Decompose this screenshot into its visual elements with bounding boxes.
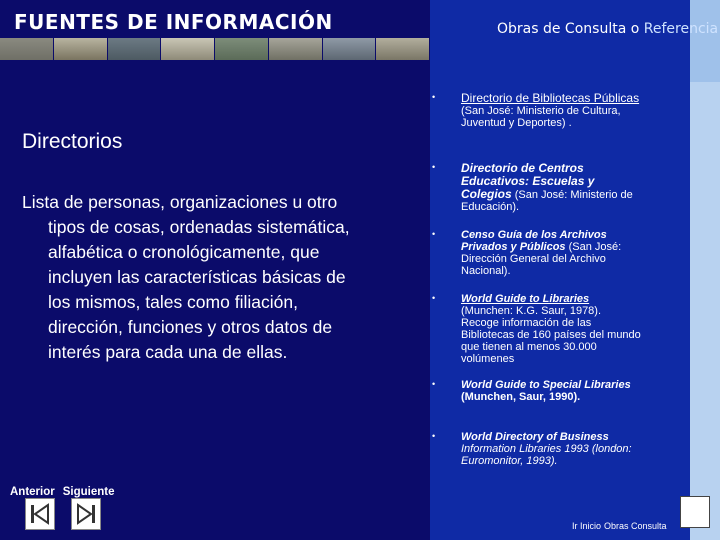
list-item-title: Directorio de Centros Educativos: Escuelas y Colegios bbox=[461, 161, 595, 201]
header-subtitle bbox=[497, 21, 718, 37]
list-item-title: Censo Guía de los Archivos Privados y Públicos bbox=[461, 229, 607, 253]
photo-tile bbox=[161, 38, 215, 60]
bullet-icon: • bbox=[432, 162, 436, 172]
skip-back-icon bbox=[26, 499, 54, 529]
definition-line: tipos de cosas, ordenadas sistemática, bbox=[48, 217, 350, 237]
definition-line: alfabética o cronológicamente, que bbox=[48, 242, 320, 262]
list-item-detail: (San José: Dirección General del Archivo Nacional). bbox=[461, 241, 622, 277]
photo-tile bbox=[376, 38, 430, 60]
definition-line: dirección, funciones y otros datos de bbox=[48, 317, 333, 337]
section-title: Directorios bbox=[22, 130, 123, 153]
footer-links bbox=[572, 521, 670, 531]
photo-tile bbox=[0, 38, 54, 60]
bullet-icon: • bbox=[432, 229, 436, 239]
photo-strip bbox=[0, 38, 430, 60]
list-item-text bbox=[461, 92, 641, 129]
bullet-icon: • bbox=[432, 431, 436, 441]
consulta-link[interactable]: Obras Consulta bbox=[604, 521, 667, 531]
list-item-detail: (Munchen, Saur, 1990). bbox=[461, 391, 581, 403]
list-item-detail: (Munchen: K.G. Saur, 1978). Recoge información de las Bibliotecas de 160 países del mundo que tienen al menos 30.000 volúmenes bbox=[461, 305, 641, 365]
list-item-text bbox=[461, 162, 641, 213]
next-label[interactable]: Siguiente bbox=[62, 486, 115, 498]
definition-line: incluyen las características básicas de bbox=[48, 267, 346, 287]
prev-button[interactable] bbox=[25, 498, 55, 530]
definition-text bbox=[22, 190, 402, 365]
list-item-text bbox=[461, 293, 641, 365]
definition-line: Lista de personas, organizaciones u otro bbox=[22, 192, 338, 212]
list-item-text bbox=[461, 431, 641, 467]
skip-forward-icon bbox=[72, 499, 100, 529]
home-link[interactable]: Ir Inicio bbox=[572, 521, 602, 531]
list-item-title: World Directory of Business bbox=[461, 431, 609, 443]
prev-label[interactable]: Anterior bbox=[10, 486, 55, 498]
photo-tile bbox=[215, 38, 269, 60]
list-item-text bbox=[461, 379, 641, 403]
next-button[interactable] bbox=[71, 498, 101, 530]
list-item-detail: (San José: Ministerio de Cultura, Juventud y Deportes) . bbox=[461, 105, 621, 129]
photo-tile bbox=[108, 38, 162, 60]
list-item-detail: (San José: Ministerio de Educación). bbox=[461, 189, 633, 213]
list-item-title: World Guide to Special Libraries bbox=[461, 379, 631, 391]
header-title: FUENTES DE INFORMACIÓN bbox=[14, 10, 333, 34]
corner-button[interactable] bbox=[680, 496, 710, 528]
list-item-detail: Information Libraries 1993 (london: Euromonitor, 1993). bbox=[461, 443, 632, 467]
nav-labels bbox=[10, 486, 123, 498]
header-subtitle-highlight: Referencia bbox=[643, 21, 719, 37]
bullet-icon: • bbox=[432, 293, 436, 303]
list-item-link[interactable]: Directorio de Bibliotecas Públicas bbox=[461, 91, 640, 105]
list-item-link[interactable]: World Guide to Libraries bbox=[461, 293, 590, 305]
photo-tile bbox=[323, 38, 377, 60]
bullet-icon: • bbox=[432, 92, 436, 102]
bullet-icon: • bbox=[432, 379, 436, 389]
side-strip-band bbox=[690, 0, 720, 82]
side-strip bbox=[690, 0, 720, 540]
definition-line: interés para cada una de ellas. bbox=[48, 342, 288, 362]
photo-tile bbox=[269, 38, 323, 60]
header-subtitle-prefix: Obras de Consulta o bbox=[497, 21, 644, 37]
definition-line: los mismos, tales como filiación, bbox=[48, 292, 298, 312]
photo-tile bbox=[54, 38, 108, 60]
list-item-text bbox=[461, 229, 641, 277]
